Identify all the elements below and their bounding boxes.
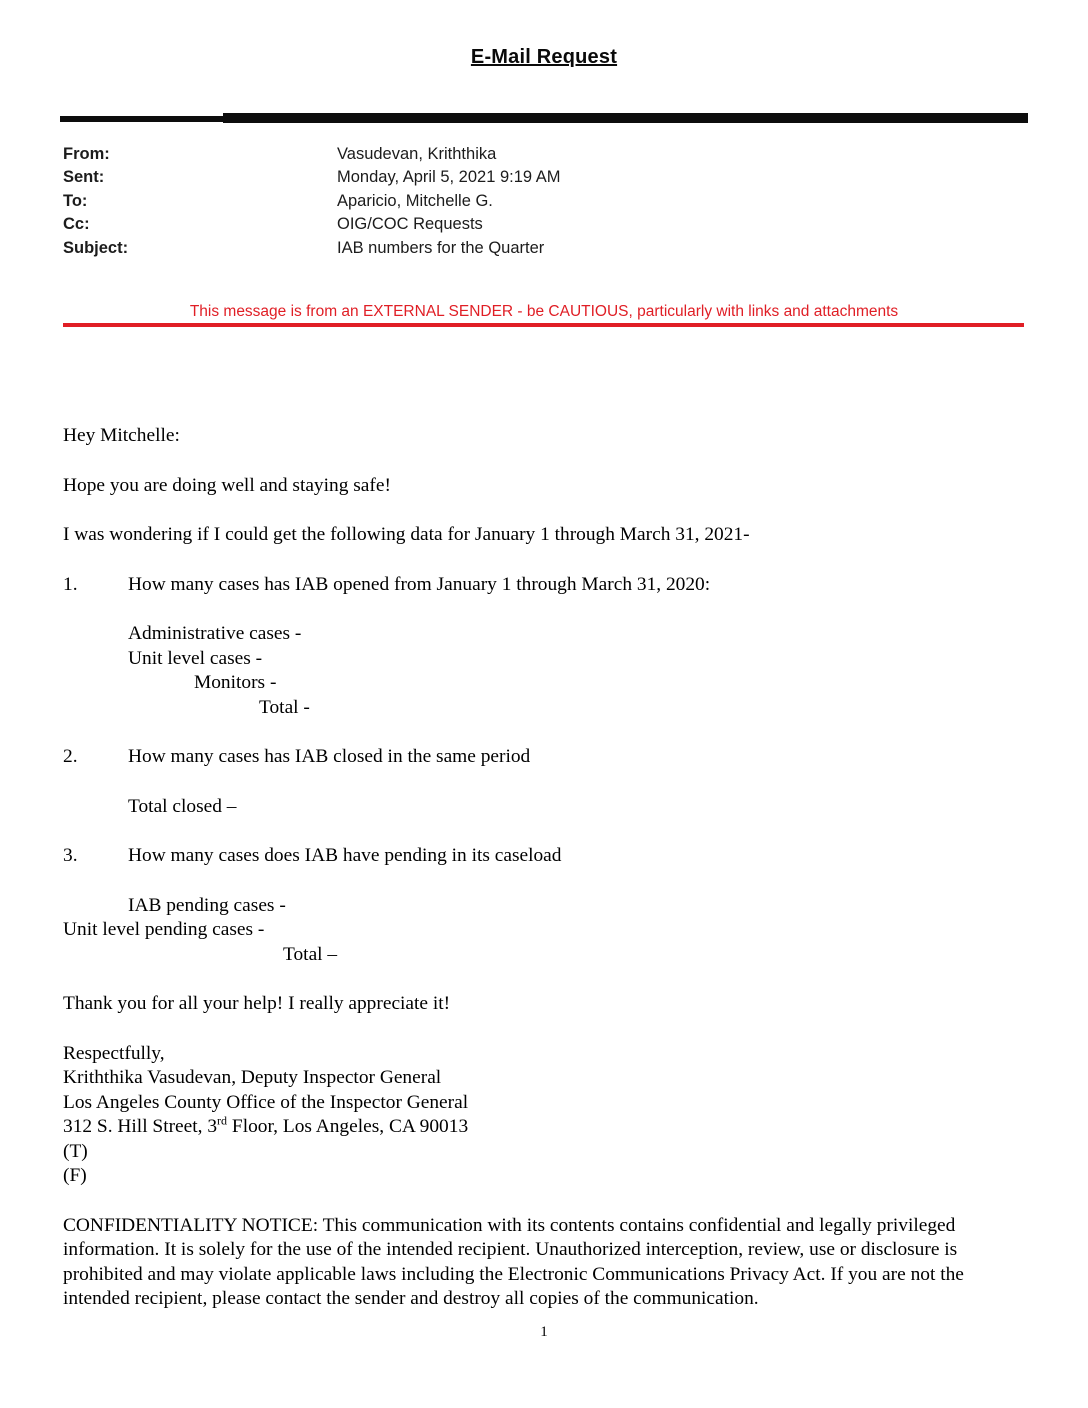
signature-block [63,1042,1026,1189]
header-row-cc [63,213,561,236]
greeting: Hey Mitchelle: [63,425,180,446]
body-paragraph-2: I was wondering if I could get the following data for January 1 through March 31, 2021- [63,524,750,545]
subject-label: Subject: [63,238,129,257]
list-item-3 [63,844,1026,869]
signature-address [63,1115,1026,1140]
cc-value: OIG/COC Requests [337,215,483,234]
document-title-wrap [0,46,1088,69]
from-label: From: [63,145,110,163]
sent-label: Sent: [63,168,105,187]
item-3-sublist [63,894,1026,968]
list-item-3-text: How many cases does IAB have pending in its caseload [128,845,562,866]
list-item-2-number: 2. [63,746,78,767]
header-row-from [63,143,561,166]
total-closed-line: Total closed – [128,795,237,817]
to-value: Aparicio, Mitchelle G. [337,191,493,210]
list-item-3-number: 3. [63,845,78,866]
list-item-1 [63,573,1026,598]
unit-level-pending-line: Unit level pending cases - [63,919,265,940]
total-opened-line: Total - [259,696,310,718]
address-street: 312 S. Hill Street, 3 [63,1116,218,1137]
total-pending-line: Total – [283,943,338,965]
subject-value: IAB numbers for the Quarter [337,238,545,257]
external-sender-warning: This message is from an EXTERNAL SENDER - be CAUTIOUS, particularly with links and attachments [189,303,899,320]
header-row-to [63,190,561,213]
signature-org: Los Angeles County Office of the Inspector General [63,1091,469,1113]
signature-closing: Respectfully, [63,1042,165,1064]
unit-level-cases-line: Unit level cases - [128,647,263,669]
list-item-2-text: How many cases has IAB closed in the same period [128,746,531,767]
cc-label: Cc: [63,215,90,234]
item-2-sublist [63,795,1026,820]
header-divider-bar-left [60,116,223,122]
warning-divider-line [63,323,1024,327]
monitors-line: Monitors - [194,672,277,693]
email-header-block [63,143,561,260]
list-item-2 [63,745,1026,770]
page-number: 1 [540,1324,548,1340]
to-label: To: [63,191,88,210]
document-title: E-Mail Request [470,46,618,68]
address-ordinal: rd [217,1113,228,1128]
thanks-paragraph: Thank you for all your help! I really appreciate it! [63,993,451,1014]
iab-pending-line: IAB pending cases - [128,894,286,916]
sent-value: Monday, April 5, 2021 9:19 AM [337,168,561,187]
signature-fax: (F) [63,1165,87,1186]
list-item-1-text: How many cases has IAB opened from January 1 through March 31, 2020: [128,573,711,595]
header-row-sent [63,166,561,189]
from-value: Vasudevan, Kriththika [337,145,497,163]
address-city: Floor, Los Angeles, CA 90013 [227,1116,469,1137]
confidentiality-notice: CONFIDENTIALITY NOTICE: This communication with its contents contains confidential and legally privileged information. It is solely for the use of the intended recipient. Unauthorized interception, review, use or disclosure is prohibited and may violate applicable laws including the Electronic Communications Privacy Act. If you are not the intended recipient, please contact the sender and destroy all copies of the communication. [63,1214,964,1309]
email-body [63,424,1026,1337]
signature-name-title: Kriththika Vasudevan, Deputy Inspector General [63,1067,442,1088]
header-divider-bar [223,113,1028,123]
signature-phone: (T) [63,1140,88,1162]
body-paragraph-1: Hope you are doing well and staying safe! [63,474,391,496]
header-row-subject [63,237,561,260]
list-item-1-number: 1. [63,573,78,595]
administrative-cases-line: Administrative cases - [128,623,302,644]
item-1-sublist [63,622,1026,720]
